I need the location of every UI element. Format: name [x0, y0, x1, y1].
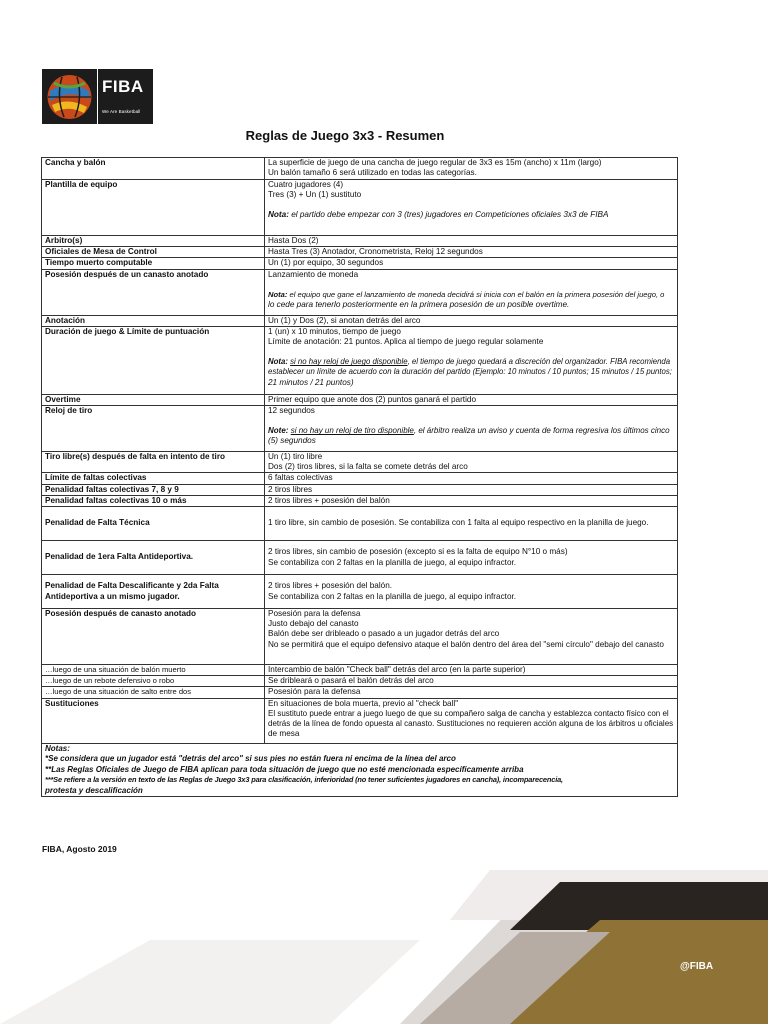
row-value-line: 1 (un) x 10 minutos, tiempo de juego [268, 326, 401, 336]
row-label [42, 609, 265, 665]
row-value [265, 687, 678, 698]
row-value-line: Hasta Dos (2) [268, 236, 319, 245]
row-note [268, 290, 674, 300]
row-note [268, 426, 674, 436]
note-text: , el árbitro realiza un aviso y cuenta de forma regresiva los últimos cinco [413, 426, 670, 436]
row-label-text: Tiempo muerto computable [45, 258, 153, 268]
row-value-line: Posesión para la defensa [268, 687, 361, 697]
row-value [265, 394, 678, 405]
fiba-logo [42, 69, 153, 124]
table-row [42, 258, 678, 269]
row-value-line: Primer equipo que anote dos (2) puntos ganará el partido [268, 394, 477, 404]
decorative-footer-bands [0, 860, 768, 1024]
row-label-text: …luego de una situación de balón muerto [45, 665, 186, 675]
row-note-line: 21 minutos / 21 puntos) [268, 377, 354, 387]
note-underlined-text: si no hay reloj de juego disponible [290, 357, 408, 367]
row-note [268, 357, 674, 367]
row-value [265, 495, 678, 506]
row-value-line: La superficie de juego de una cancha de juego regular de 3x3 es 15m (ancho) x 11m (largo) [268, 158, 602, 167]
row-value-line: Se contabiliza con 2 faltas en la planilla de juego, al equipo infractor. [268, 557, 517, 567]
row-value-line: 2 tiros libres [268, 484, 313, 494]
row-note-line: establecer un límite de acuerdo con la duración del partido (Ejemplo: 10 minutos / 10 puntos; 15 minutos / 15 puntos; [268, 367, 672, 377]
row-label-text: Duración de juego & Límite de puntuación [45, 326, 210, 336]
table-row [42, 507, 678, 541]
row-label-text: Penalidad faltas colectivas 10 o más [45, 495, 187, 505]
notes-cell [42, 743, 678, 797]
row-value-line: 2 tiros libres + posesión del balón [268, 495, 390, 505]
row-value [265, 507, 678, 541]
table-row [42, 495, 678, 506]
row-value-line: 2 tiros libres + posesión del balón. [268, 581, 393, 591]
note-3-cont: protesta y descalificación [45, 785, 143, 795]
row-label [42, 473, 265, 484]
table-row [42, 575, 678, 609]
row-label-text: Penalidad faltas colectivas 7, 8 y 9 [45, 484, 179, 494]
row-note-line: (5) segundos [268, 436, 316, 446]
row-label [42, 484, 265, 495]
row-label [42, 698, 265, 743]
row-value-line: Cuatro jugadores (4) [268, 180, 344, 189]
row-value-line: Lanzamiento de moneda [268, 269, 359, 279]
row-value-line: Se contabiliza con 2 faltas en la planilla de juego, al equipo infractor. [268, 591, 517, 601]
row-value-line: Un (1) tiro libre [268, 452, 323, 462]
row-value-line: 2 tiros libres, sin cambio de posesión (excepto si es la falta de equipo N°10 o más) [268, 547, 568, 557]
page-title: Reglas de Juego 3x3 - Resumen [245, 128, 445, 143]
row-value-line: 1 tiro libre, sin cambio de posesión. Se contabiliza con 1 falta al equipo respectivo en la planilla de juego. [268, 518, 649, 528]
row-value [265, 541, 678, 575]
row-value [265, 575, 678, 609]
row-value-line: Intercambio de balón "Check ball" detrás del arco (en la parte superior) [268, 665, 526, 675]
row-label-text: Reloj de tiro [45, 406, 93, 416]
note-3: ***Se refiere a la versión en texto de las Reglas de Juego 3x3 para clasificación, inferioridad (no tener suficientes jugadores en cancha), incomparecencia, [45, 775, 563, 785]
table-row [42, 665, 678, 676]
table-row [42, 236, 678, 247]
note-underlined-text: si no hay un reloj de tiro disponible [290, 426, 414, 436]
row-label-text: Sustituciones [45, 698, 99, 708]
note-1: *Se considera que un jugador está "detrás del arco" si sus pies no están fuera ni encima de la línea del arco [45, 754, 456, 764]
note-label: Nota: [268, 357, 288, 367]
row-label-text: Tiro libre(s) después de falta en intento de tiro [45, 452, 226, 462]
logo-tagline: We Are Basketball [102, 109, 141, 114]
row-value-line: Dos (2) tiros libres, si la falta se comete detrás del arco [268, 462, 468, 472]
row-value-line: detrás de la línea de fondo opuesta al canasto. Sustituciones no requieren acción alguna de los árbitros u oficiales [268, 719, 674, 729]
row-value-line: Tres (3) + Un (1) sustituto [268, 190, 362, 200]
row-value [265, 473, 678, 484]
table-row [42, 315, 678, 326]
row-label [42, 575, 265, 609]
table-row [42, 687, 678, 698]
row-value-line: 12 segundos [268, 406, 315, 416]
row-label [42, 665, 265, 676]
table-row [42, 269, 678, 315]
row-label-text: …luego de una situación de salto entre dos [45, 687, 192, 697]
row-label [42, 236, 265, 247]
row-label [42, 507, 265, 541]
table-row [42, 452, 678, 473]
row-value-line: Límite de anotación: 21 puntos. Aplica al tiempo de juego regular solamente [268, 337, 544, 347]
row-label [42, 258, 265, 269]
table-row [42, 698, 678, 743]
note-2: **Las Reglas Oficiales de Juego de FIBA aplican para toda situación de juego que no esté mencionada específicamente arriba [45, 764, 524, 774]
row-value [265, 452, 678, 473]
row-label [42, 406, 265, 452]
row-label [42, 315, 265, 326]
footer-date: FIBA, Agosto 2019 [42, 844, 117, 854]
row-value [265, 158, 678, 180]
row-value-line: Justo debajo del canasto [268, 619, 359, 629]
row-value-line: Se dribleará o pasará el balón detrás del arco [268, 676, 434, 686]
table-row [42, 394, 678, 405]
row-value-line: El sustituto puede entrar a juego luego de que su compañero salga de cancha y establezca contacto físico con el [268, 708, 669, 718]
row-value [265, 326, 678, 394]
basketball-globe-icon [42, 69, 97, 124]
row-value [265, 698, 678, 743]
rules-table [41, 157, 678, 797]
row-value-line: No se permitirá que el equipo defensivo ataque el balón dentro del área del "semi círculo" debajo del canasto [268, 639, 664, 649]
row-label-text: Anotación [45, 315, 86, 325]
row-value [265, 236, 678, 247]
row-value-line: 6 faltas colectivas [268, 473, 333, 483]
row-label-text: Plantilla de equipo [45, 180, 118, 189]
row-label [42, 452, 265, 473]
row-label [42, 495, 265, 506]
row-value [265, 315, 678, 326]
table-row [42, 406, 678, 452]
row-label [42, 687, 265, 698]
row-value [265, 406, 678, 452]
row-value [265, 665, 678, 676]
row-value-line: Balón debe ser dribleado o pasado a un jugador detrás del arco [268, 629, 500, 639]
table-row [42, 609, 678, 665]
fiba-handle: @FIBA [680, 961, 714, 972]
row-value-line: Hasta Tres (3) Anotador, Cronometrista, Reloj 12 segundos [268, 247, 483, 257]
row-label [42, 247, 265, 258]
row-label-text: Penalidad de Falta Técnica [45, 518, 150, 528]
row-value [265, 609, 678, 665]
row-label-text: Arbitro(s) [45, 236, 83, 245]
notes-row [42, 743, 678, 797]
table-row [42, 541, 678, 575]
row-value-line: Posesión para la defensa [268, 609, 361, 619]
table-row [42, 158, 678, 180]
row-value [265, 247, 678, 258]
row-value [265, 676, 678, 687]
row-label [42, 394, 265, 405]
notes-heading: Notas: [45, 743, 70, 753]
row-label [42, 158, 265, 180]
note-text: , el tiempo de juego quedará a discreción del organizador. FIBA recomienda [407, 357, 671, 367]
row-note [268, 210, 674, 220]
row-label [42, 326, 265, 394]
row-label-text: …luego de un rebote defensivo o robo [45, 676, 175, 686]
row-note-line: lo cede para tenerlo posteriormente en la primera posesión de un posible overtime. [268, 300, 570, 310]
row-label-text: Penalidad de 1era Falta Antideportiva. [45, 552, 194, 562]
table-row [42, 484, 678, 495]
note-label: Note: [268, 426, 289, 436]
row-label [42, 676, 265, 687]
row-label [42, 269, 265, 315]
row-label-text: Penalidad de Falta Descalificante y 2da Falta Antideportiva a un mismo jugador. [45, 581, 219, 601]
row-value-line: Un balón tamaño 6 será utilizado en todas las categorías. [268, 168, 477, 178]
row-value-line: En situaciones de bola muerta, previo al "check ball" [268, 698, 459, 708]
row-value [265, 258, 678, 269]
note-text: el equipo que gane el lanzamiento de moneda decidirá si inicia con el balón en la primera posesión del juego, o [289, 289, 665, 299]
row-label-text: Cancha y balón [45, 158, 106, 167]
row-value-line: de mesa [268, 729, 300, 739]
row-label-text: Límite de faltas colectivas [45, 473, 147, 483]
row-value [265, 180, 678, 236]
note-text: el partido debe empezar con 3 (tres) jugadores en Competiciones oficiales 3x3 de FIBA [291, 210, 609, 220]
table-row [42, 180, 678, 236]
row-value [265, 484, 678, 495]
logo-wordmark [98, 69, 153, 124]
table-row [42, 326, 678, 394]
logo-brand: FIBA [102, 77, 144, 96]
row-label-text: Overtime [45, 394, 81, 404]
table-row [42, 247, 678, 258]
row-label [42, 541, 265, 575]
note-label: Nota: [268, 289, 288, 299]
note-label: Nota: [268, 210, 289, 220]
row-label-text: Posesión después de un canasto anotado [45, 269, 209, 279]
table-row [42, 676, 678, 687]
row-value-line: Un (1) por equipo, 30 segundos [268, 258, 384, 268]
row-value [265, 269, 678, 315]
table-row [42, 473, 678, 484]
row-label-text: Posesión después de canasto anotado [45, 609, 197, 619]
row-label-text: Oficiales de Mesa de Control [45, 247, 157, 257]
row-label [42, 180, 265, 236]
row-value-line: Un (1) y Dos (2), si anotan detrás del arco [268, 315, 421, 325]
